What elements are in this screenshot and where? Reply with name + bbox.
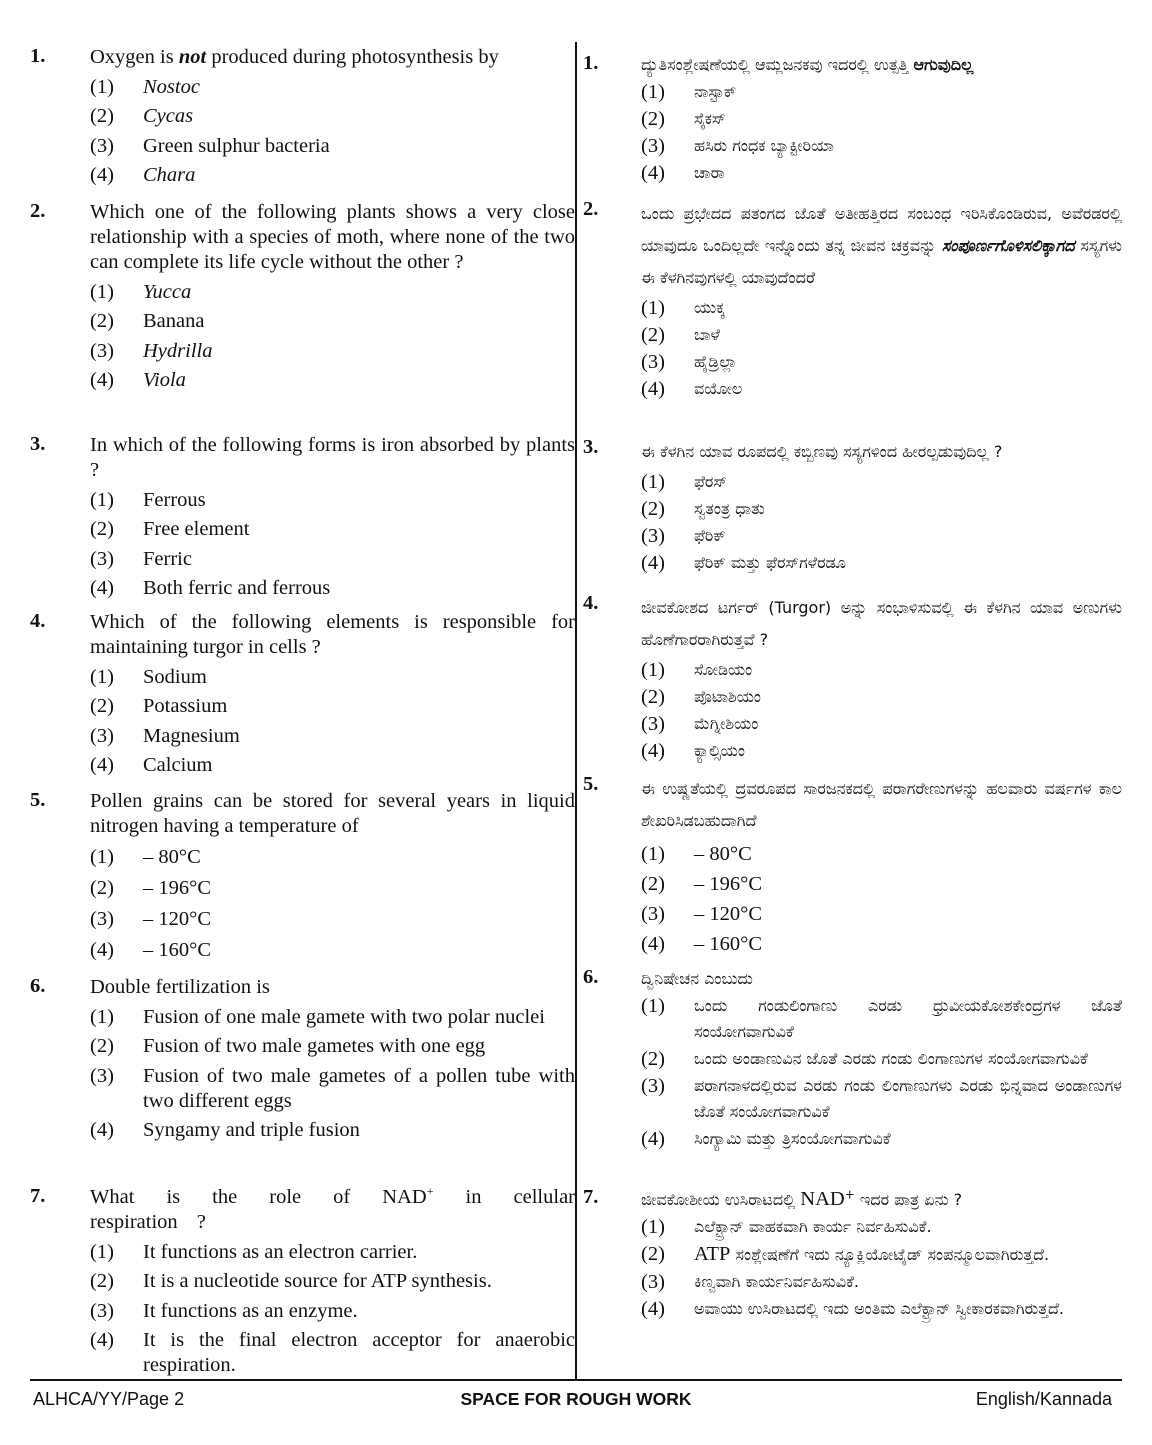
question-number: 2. xyxy=(30,200,46,222)
question-text: ಈ ಉಷ್ಣತೆಯಲ್ಲಿ ದ್ರವರೂಪದ ಸಾರಜನಕದಲ್ಲಿ ಪರಾಗರೇಣುಗಳನ್ನು ಹಲವಾರು ವರ್ಷಗಳ ಕಾಲ ಶೇಖರಿಸಿಡಬಹುದಾಗಿದೆ xyxy=(641,779,1122,830)
question-2-kn xyxy=(583,198,1122,402)
question-number: 4. xyxy=(583,592,599,614)
option-4: (4) It is the final electron acceptor for anaerobic respiration. xyxy=(90,1329,575,1376)
option-3: (3) – 120°C xyxy=(90,908,211,930)
option-1: (1) Sodium xyxy=(90,665,207,688)
option-3: (3) ಹೈಡ್ರಿಲ್ಲಾ xyxy=(641,351,738,373)
question-text: Pollen grains can be stored for several years in liquid nitrogen having a temperature of xyxy=(90,790,575,837)
question-number: 4. xyxy=(30,610,46,632)
option-3: (3) Fusion of two male gametes of a pollen tube with two different eggs xyxy=(90,1064,575,1112)
options xyxy=(90,280,575,394)
option-1: (1) ಸೋಡಿಯಂ xyxy=(641,659,753,681)
option-1: (1) Nostoc xyxy=(90,75,200,98)
options xyxy=(641,79,1122,186)
question-text: Which one of the following plants shows a very close relationship with a species of moth, where none of the two can complete its life cycle without the other ? xyxy=(90,201,575,273)
option-1: (1) ಯುಕ್ಕ xyxy=(641,297,725,319)
option-3: (3) ಮೆಗ್ನೀಶಿಯಂ xyxy=(641,713,759,735)
option-1: (1) ನಾಸ್ಟಾಕ್ xyxy=(641,81,737,103)
question-text: ದ್ವಿನಿಷೇಚನ ಎಂಬುದು xyxy=(641,969,753,988)
options xyxy=(90,75,575,189)
question-text: Double fertilization is xyxy=(90,976,270,998)
option-2: (2) Banana xyxy=(90,310,205,332)
option-4: (4) Calcium xyxy=(90,754,213,776)
question-text: Oxygen is not produced during photosynthesis by xyxy=(90,46,499,68)
option-1: (1) Fusion of one male gamete with two polar nuclei xyxy=(90,1005,545,1028)
option-3: (3) Green sulphur bacteria xyxy=(90,134,330,157)
option-3: (3) Hydrilla xyxy=(90,339,213,362)
option-2: (2) Cycas xyxy=(90,105,194,127)
option-1: (1) Ferrous xyxy=(90,488,206,511)
option-3: (3) ಫೆರಿಕ್ xyxy=(641,525,726,547)
option-4: (4) ಚಾರಾ xyxy=(641,162,725,184)
option-4: (4) – 160°C xyxy=(90,939,211,961)
options xyxy=(641,295,1122,402)
option-2: (2) Potassium xyxy=(90,695,228,717)
options xyxy=(641,841,1122,957)
question-3-kn xyxy=(583,436,1122,576)
question-2-en xyxy=(30,200,575,393)
question-number: 5. xyxy=(30,789,46,811)
option-2: (2) – 196°C xyxy=(641,873,762,895)
question-5-kn xyxy=(583,773,1122,957)
option-1: (1) ಫೆರಸ್ xyxy=(641,471,728,493)
question-number: 5. xyxy=(583,773,599,795)
question-3-en xyxy=(30,433,575,601)
options xyxy=(90,488,575,602)
option-1: (1) ಎಲೆಕ್ಟ್ರಾನ್ ವಾಹಕವಾಗಿ ಕಾರ್ಯ ನಿರ್ವಹಿಸುವಿಕೆ. xyxy=(641,1216,932,1238)
option-4: (4) ವಯೋಲ xyxy=(641,378,743,400)
options xyxy=(90,665,575,779)
option-2: (2) ಒಂದು ಅಂಡಾಣುವಿನ ಜೊತೆ ಎರಡು ಗಂಡು ಲಿಂಗಾಣುಗಳ ಸಂಯೋಗವಾಗುವಿಕೆ xyxy=(641,1048,1088,1070)
option-2: (2) ಸ್ವತಂತ್ರ ಧಾತು xyxy=(641,498,765,520)
question-6-en xyxy=(30,975,575,1143)
question-5-en xyxy=(30,789,575,963)
column-divider xyxy=(575,42,577,1380)
option-3: (3) Magnesium xyxy=(90,724,240,747)
option-3: (3) It functions as an enzyme. xyxy=(90,1299,358,1322)
question-number: 3. xyxy=(30,433,46,455)
options xyxy=(641,657,1122,764)
question-number: 6. xyxy=(30,975,46,997)
question-text: In which of the following forms is iron absorbed by plants ? xyxy=(90,434,575,481)
question-text: ಈ ಕೆಳಗಿನ ಯಾವ ರೂಪದಲ್ಲಿ ಕಬ್ಬಿಣವು ಸಸ್ಯಗಳಿಂದ ಹೀರಲ್ಪಡುವುದಿಲ್ಲ ? xyxy=(641,442,1003,461)
option-2: (2) Fusion of two male gametes with one egg xyxy=(90,1035,486,1057)
question-number: 7. xyxy=(583,1186,599,1208)
option-3: (3) – 120°C xyxy=(641,903,762,925)
option-4: (4) ಫೆರಿಕ್ ಮತ್ತು ಫೆರಸ್‌ಗಳೆರಡೂ xyxy=(641,552,846,574)
option-3: (3) ಹಸಿರು ಗಂಧಕ ಬ್ಯಾಕ್ಟೀರಿಯಾ xyxy=(641,135,834,157)
option-1: (1) It functions as an electron carrier. xyxy=(90,1240,418,1263)
option-4: (4) ಸಿಂಗ್ಯಾಮಿ ಮತ್ತು ತ್ರಿಸಂಯೋಗವಾಗುವಿಕೆ xyxy=(641,1128,891,1150)
options xyxy=(641,1214,1122,1322)
question-7-en xyxy=(30,1185,575,1378)
option-2: (2) ಬಾಳೆ xyxy=(641,324,720,346)
options xyxy=(90,1005,575,1144)
question-number: 6. xyxy=(583,966,599,988)
question-text: ಜೀವಕೋಶದ ಟರ್ಗರ್ (Turgor) ಅನ್ನು ಸಂಭಾಳಿಸುವಲ್ಲಿ ಈ ಕೆಳಗಿನ ಯಾವ ಅಣುಗಳು ಹೊಣೆಗಾರರಾಗಿರುತ್ತವೆ ? xyxy=(641,598,1122,649)
option-2: (2) ಪೊಟಾಶಿಯಂ xyxy=(641,686,761,708)
question-6-kn xyxy=(583,966,1122,1152)
option-1: (1) – 80°C xyxy=(641,843,752,865)
question-number: 2. xyxy=(583,198,599,220)
question-7-kn xyxy=(583,1186,1122,1322)
option-4: (4) Viola xyxy=(90,369,186,391)
option-2: (2) It is a nucleotide source for ATP synthesis. xyxy=(90,1270,492,1292)
question-4-en xyxy=(30,610,575,778)
page-code: ALHCA/YY/Page 2 xyxy=(33,1389,185,1409)
rough-work-label: SPACE FOR ROUGH WORK xyxy=(460,1389,692,1409)
option-4: (4) – 160°C xyxy=(641,933,762,955)
question-number: 3. xyxy=(583,436,599,458)
question-1-kn xyxy=(583,52,1122,186)
question-text: What is the role of NAD+ in cellular respiration ? xyxy=(90,1184,575,1233)
question-text: ಒಂದು ಪ್ರಭೇದದ ಪತಂಗದ ಜೊತೆ ಅತೀಹತ್ತಿರದ ಸಂಬಂಧ ಇರಿಸಿಕೊಂಡಿರುವ, ಅವೆರಡರಲ್ಲಿ ಯಾವುದೂ ಒಂದಿಲ್ಲದೇ ಇನ್ನೊಂದು ತನ್ನ ಜೀವನ ಚಕ್ರವನ್ನು ಸಂಪೂರ್ಣಗೊಳಿಸಲಿಕ್ಕಾಗದ ಸಸ್ಯಗಳು ಈ ಕೆಳಗಿನವುಗಳಲ್ಲಿ ಯಾವುದೆಂದರೆ xyxy=(641,204,1123,287)
question-number: 7. xyxy=(30,1185,46,1207)
question-text: ದ್ಯುತಿಸಂಶ್ಲೇಷಣೆಯಲ್ಲಿ ಆಮ್ಲಜನಕವು ಇದರಲ್ಲಿ ಉತ್ಪತ್ತಿ ಆಗುವುದಿಲ್ಲ xyxy=(641,55,974,74)
footer-rule xyxy=(30,1379,1122,1381)
option-4: (4) ಕ್ಯಾಲ್ಸಿಯಂ xyxy=(641,740,746,762)
option-3: (3) ಕಿಣ್ವವಾಗಿ ಕಾರ್ಯನಿರ್ವಹಿಸುವಿಕೆ. xyxy=(641,1271,860,1293)
option-4: (4) Both ferric and ferrous xyxy=(90,577,331,599)
option-1: (1) Yucca xyxy=(90,280,192,303)
option-3: (3) Ferric xyxy=(90,547,192,570)
option-1: (1) ಒಂದು ಗಂಡುಲಿಂಗಾಣು ಎರಡು ಧ್ರುವೀಯಕೋಶಕೇಂದ್ರಗಳ ಜೊತೆ ಸಂಯೋಗವಾಗುವಿಕೆ xyxy=(641,995,1122,1041)
options xyxy=(90,1240,575,1379)
question-4-kn xyxy=(583,592,1122,764)
options xyxy=(641,469,1122,576)
option-1: (1) – 80°C xyxy=(90,846,201,868)
question-1-en xyxy=(30,45,575,188)
question-text: ಜೀವಕೋಶೀಯ ಉಸಿರಾಟದಲ್ಲಿ NAD+ ಇದರ ಪಾತ್ರ ಏನು ? xyxy=(641,1187,963,1210)
option-4: (4) ಅವಾಯು ಉಸಿರಾಟದಲ್ಲಿ ಇದು ಅಂತಿಮ ಎಲೆಕ್ಟ್ರಾನ್ ಸ್ವೀಕಾರಕವಾಗಿರುತ್ತದೆ. xyxy=(641,1298,1065,1320)
option-4: (4) Syngamy and triple fusion xyxy=(90,1119,360,1141)
question-page xyxy=(30,40,1122,1380)
option-2: (2) Free element xyxy=(90,518,250,540)
option-3: (3) ಪರಾಗನಾಳದಲ್ಲಿರುವ ಎರಡು ಗಂಡು ಲಿಂಗಾಣುಗಳು ಎರಡು ಭಿನ್ನವಾದ ಅಂಡಾಣುಗಳ ಜೊತೆ ಸಂಯೋಗವಾಗುವಿಕೆ xyxy=(641,1075,1122,1121)
option-2: (2) ಸೈಕಸ್ xyxy=(641,108,726,130)
language-label: English/Kannada xyxy=(975,1389,1112,1409)
option-2: (2) ATP ಸಂಶ್ಲೇಷಣೆಗೆ ಇದು ನ್ಯೂಕ್ಲಿಯೋಟೈಡ್ ಸಂಪನ್ಮೂಲವಾಗಿರುತ್ತದೆ. xyxy=(641,1243,1050,1265)
question-text: Which of the following elements is responsible for maintaining turgor in cells ? xyxy=(90,611,575,658)
question-number: 1. xyxy=(30,45,46,67)
options xyxy=(90,845,575,963)
options xyxy=(641,993,1122,1152)
question-number: 1. xyxy=(583,52,599,74)
option-2: (2) – 196°C xyxy=(90,877,211,899)
option-4: (4) Chara xyxy=(90,164,196,186)
